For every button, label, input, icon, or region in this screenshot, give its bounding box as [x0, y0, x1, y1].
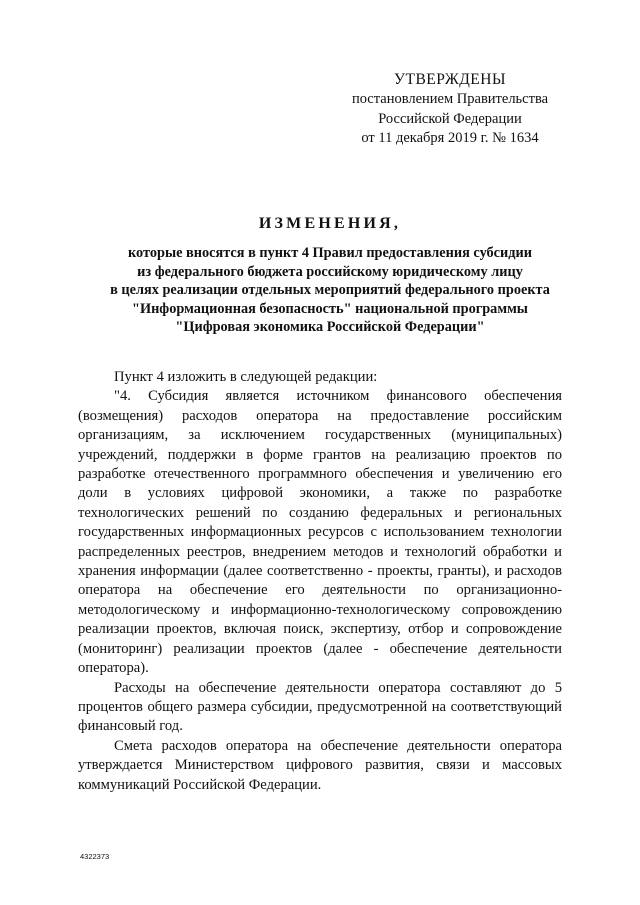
- document-title-block: [60, 214, 600, 337]
- approval-line-2: Российской Федерации: [378, 110, 522, 127]
- paragraph: Расходы на обеспечение деятельности оператора составляют до 5 процентов общего размера субсидии, предусмотренной на соответствующий финансовый год.: [78, 679, 562, 735]
- approval-line-3: от 11 декабря 2019 г. № 1634: [361, 130, 539, 146]
- approval-heading: УТВЕРЖДЕНЫ: [394, 71, 506, 88]
- subtitle-line: которые вносятся в пункт 4 Правил предоставления субсидии: [128, 245, 532, 261]
- document-title: ИЗМЕНЕНИЯ,: [258, 215, 402, 232]
- paragraph: "4. Субсидия является источником финансового обеспечения (возмещения) расходов оператора на предоставление российским организациям, за исключением государственных (муниципальных) учреждений, поддержки в форме грантов на реализацию проектов по разработке отечественного программного обеспечения и увеличению его доли в условиях цифровой экономики, а также по разработке технологических решений по созданию федеральных и региональных государственных информационных ресурсов с использованием технологии распределенных реестров, внедрением методов и технологий обработки и хранения информации (далее соответственно - проекты, гранты), и расходов оператора на обеспечение его деятельности по организационно-методологическому и информационно-технологическому сопровождению реализации проектов, включая поиск, экспертизу, отбор и сопровождение (мониторинг) реализации проектов (далее - обеспечение деятельности оператора).: [78, 388, 562, 677]
- subtitle-line: из федерального бюджета российскому юридическому лицу: [137, 263, 523, 280]
- approval-block: [330, 70, 570, 149]
- approval-line-1: постановлением Правительства: [351, 91, 549, 107]
- document-number: 4322373: [80, 852, 110, 861]
- paragraph: Смета расходов оператора на обеспечение деятельности оператора утверждается Министерством цифрового развития, связи и массовых коммуникаций Российской Федерации.: [78, 737, 562, 793]
- paragraph: Пункт 4 изложить в следующей редакции:: [114, 369, 378, 385]
- subtitle-line: "Цифровая экономика Российской Федерации": [175, 319, 485, 336]
- subtitle-line: в целях реализации отдельных мероприятий федерального проекта: [110, 282, 550, 299]
- subtitle-line: "Информационная безопасность" национальной программы: [132, 300, 528, 317]
- document-body: [78, 368, 562, 795]
